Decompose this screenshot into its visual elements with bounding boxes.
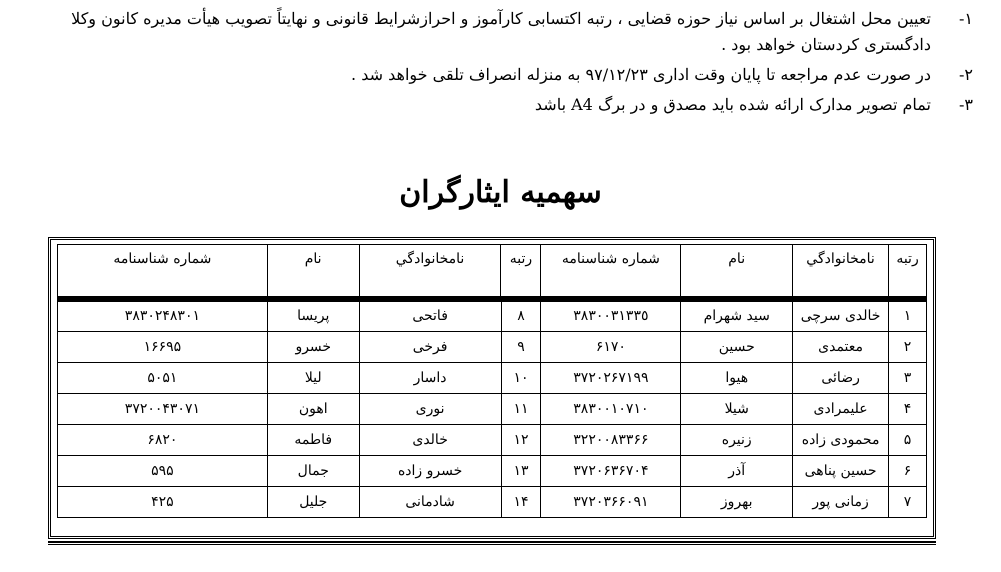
table-row bbox=[58, 487, 927, 518]
header-family-name: نامخانوادگي bbox=[793, 245, 889, 302]
cell-family-name: شادمانی bbox=[359, 487, 501, 518]
header-first-name: نام bbox=[267, 245, 359, 302]
cell-id-number: ٣٧٢٠٢۶٧١٩٩ bbox=[541, 363, 681, 394]
cell-id-number: ۶٨٢٠ bbox=[58, 425, 268, 456]
cell-rank: ٨ bbox=[501, 301, 541, 332]
cell-first-name: لیلا bbox=[267, 363, 359, 394]
note-text: تعیین محل اشتغال بر اساس نیاز حوزه قضایی ، رتبه اکتسابی کارآموز و احرازشرایط قانونی و نهایتاً تصویب هیأت مدیره کانون وکلا دادگستری کردستان خواهد بود . bbox=[71, 9, 931, 54]
cell-id-number: ٣٧٢٠٣۶۶٠٩١ bbox=[541, 487, 681, 518]
table-row bbox=[58, 332, 927, 363]
cell-id-number: ٣٧٢٠۶٣۶٧٠۴ bbox=[541, 456, 681, 487]
cell-id-number: ۵٠۵١ bbox=[58, 363, 268, 394]
cell-family-name: خالدی bbox=[359, 425, 501, 456]
cell-rank: ١ bbox=[889, 301, 927, 332]
cell-family-name: معتمدی bbox=[793, 332, 889, 363]
note-text: در صورت عدم مراجعه تا پایان وقت اداری ٩٧/١٢/٢٣ به منزله انصراف تلقی خواهد شد . bbox=[351, 65, 931, 84]
table-header bbox=[57, 244, 927, 302]
cell-family-name: فرخی bbox=[359, 332, 501, 363]
header-first-name: نام bbox=[681, 245, 793, 302]
header-family-name: نامخانوادگي bbox=[359, 245, 501, 302]
cell-rank: ٣ bbox=[889, 363, 927, 394]
note-number: ٢- bbox=[959, 65, 973, 84]
cell-id-number: ۶١٧٠ bbox=[541, 332, 681, 363]
cell-family-name: محمودی زاده bbox=[793, 425, 889, 456]
table-row bbox=[58, 394, 927, 425]
header-rank: رتبه bbox=[501, 245, 541, 302]
cell-first-name: فاطمه bbox=[267, 425, 359, 456]
cell-rank: ١٢ bbox=[501, 425, 541, 456]
cell-id-number: ٣٨٣٠٠١٠٧١٠ bbox=[541, 394, 681, 425]
cell-family-name: علیمرادی bbox=[793, 394, 889, 425]
note-item bbox=[40, 92, 973, 118]
header-id-number: شماره شناسنامه bbox=[58, 245, 268, 302]
cell-first-name: جلیل bbox=[267, 487, 359, 518]
cell-rank: ۴ bbox=[889, 394, 927, 425]
cell-family-name: رضائی bbox=[793, 363, 889, 394]
note-number: ٣- bbox=[959, 95, 973, 114]
cell-first-name: بهروز bbox=[681, 487, 793, 518]
cell-rank: ۶ bbox=[889, 456, 927, 487]
cell-rank: ٢ bbox=[889, 332, 927, 363]
cell-id-number: ۵٩۵ bbox=[58, 456, 268, 487]
cell-id-number: ١۶۶٩۵ bbox=[58, 332, 268, 363]
cell-rank: ٧ bbox=[889, 487, 927, 518]
table-row bbox=[58, 301, 927, 332]
cell-family-name: حسین پناهی bbox=[793, 456, 889, 487]
section-title: سهمیه ایثارگران bbox=[399, 175, 602, 210]
cell-first-name: خسرو bbox=[267, 332, 359, 363]
quota-table-frame bbox=[48, 237, 936, 539]
cell-family-name: داسار bbox=[359, 363, 501, 394]
notes-list bbox=[40, 6, 973, 122]
cell-id-number: ٣٨٣٠٢۴٨٣٠١ bbox=[58, 301, 268, 332]
table-body bbox=[57, 300, 927, 518]
note-item bbox=[40, 62, 973, 88]
cell-id-number: ٣٢٢٠٠٨٣٣۶۶ bbox=[541, 425, 681, 456]
cell-first-name: آذر bbox=[681, 456, 793, 487]
cell-rank: ۵ bbox=[889, 425, 927, 456]
cell-family-name: فاتحی bbox=[359, 301, 501, 332]
note-item bbox=[40, 6, 973, 58]
cell-family-name: نوری bbox=[359, 394, 501, 425]
cell-first-name: حسین bbox=[681, 332, 793, 363]
cell-first-name: زنیره bbox=[681, 425, 793, 456]
note-text: تمام تصویر مدارک ارائه شده باید مصدق و در برگ A4 باشد bbox=[534, 95, 931, 114]
cell-id-number: ٣٨٣٠٠٣١٣٣٥ bbox=[541, 301, 681, 332]
cell-first-name: هیوا bbox=[681, 363, 793, 394]
bottom-divider bbox=[48, 541, 936, 545]
cell-first-name: اهون bbox=[267, 394, 359, 425]
cell-rank: ١۴ bbox=[501, 487, 541, 518]
cell-family-name: خالدی سرچی bbox=[793, 301, 889, 332]
cell-rank: ١٣ bbox=[501, 456, 541, 487]
note-number: ١- bbox=[959, 9, 973, 28]
cell-rank: ٩ bbox=[501, 332, 541, 363]
cell-id-number: ٣٧٢٠٠۴٣٠٧١ bbox=[58, 394, 268, 425]
cell-family-name: خسرو زاده bbox=[359, 456, 501, 487]
cell-first-name: پریسا bbox=[267, 301, 359, 332]
cell-first-name: شیلا bbox=[681, 394, 793, 425]
cell-first-name: سید شهرام bbox=[681, 301, 793, 332]
cell-family-name: زمانی پور bbox=[793, 487, 889, 518]
cell-rank: ١١ bbox=[501, 394, 541, 425]
table-row bbox=[58, 456, 927, 487]
table-row bbox=[58, 425, 927, 456]
cell-rank: ١٠ bbox=[501, 363, 541, 394]
table-row bbox=[58, 363, 927, 394]
header-rank: رتبه bbox=[889, 245, 927, 302]
header-id-number: شماره شناسنامه bbox=[541, 245, 681, 302]
cell-first-name: جمال bbox=[267, 456, 359, 487]
cell-id-number: ۴٢۵ bbox=[58, 487, 268, 518]
